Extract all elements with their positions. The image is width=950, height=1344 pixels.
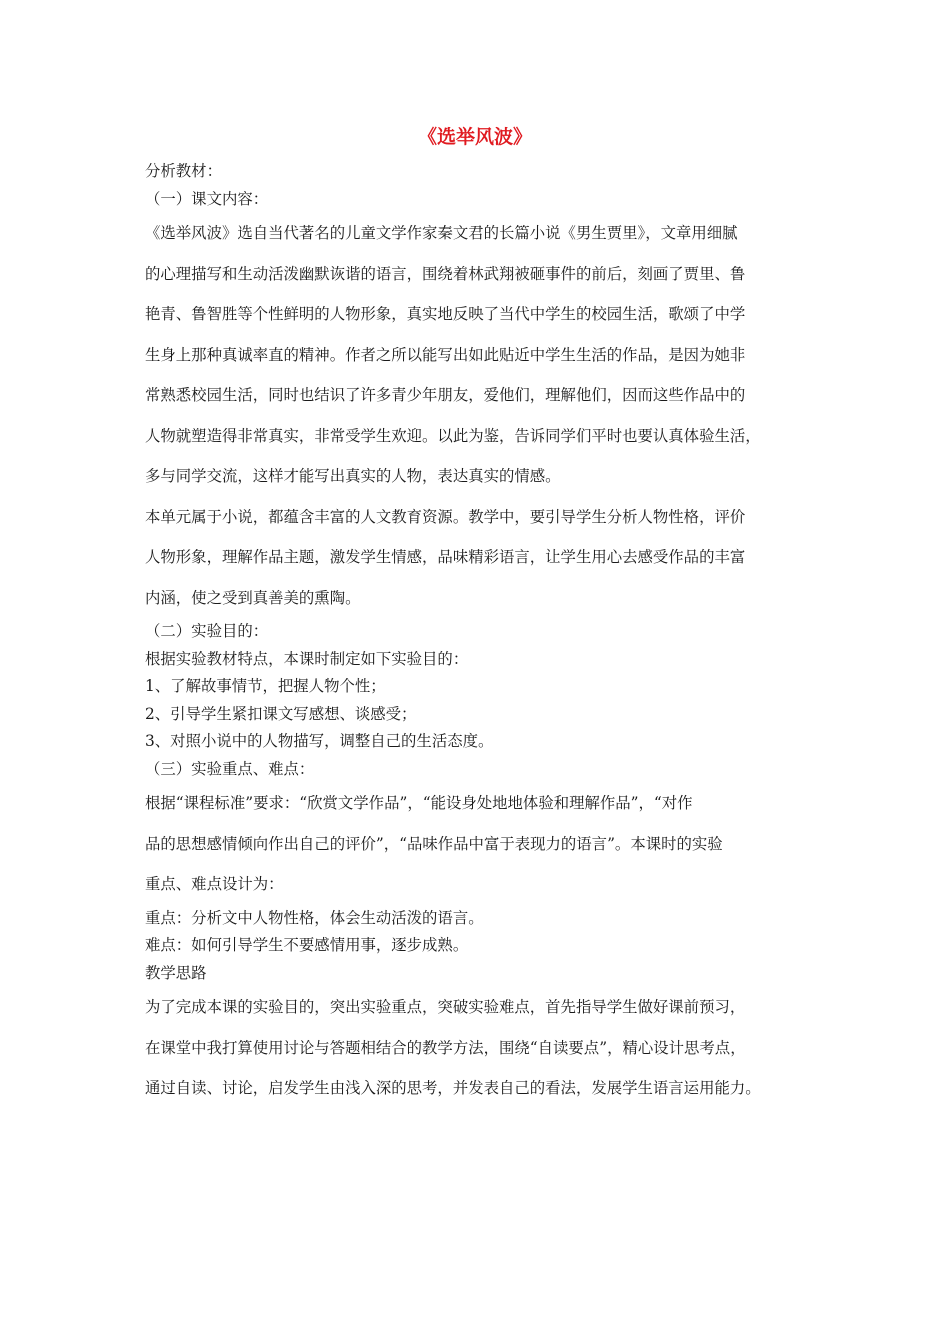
section-heading-teaching: 教学思路 bbox=[145, 963, 207, 982]
paragraph-line: 《选举风波》选自当代著名的儿童文学作家秦文君的长篇小说《男生贾里》，文章用细腻 bbox=[145, 224, 738, 242]
goal-item: 3、对照小说中的人物描写，调整自己的生活态度。 bbox=[145, 732, 494, 750]
paragraph-line: 为了完成本课的实验目的，突出实验重点，突破实验难点，首先指导学生做好课前预习， bbox=[145, 998, 746, 1016]
paragraph-line: 常熟悉校园生活，同时也结识了许多青少年朋友，爱他们，理解他们，因而这些作品中的 bbox=[145, 386, 746, 404]
paragraph-line: 多与同学交流，这样才能写出真实的人物，表达真实的情感。 bbox=[145, 467, 561, 485]
paragraph-line: 人物形象，理解作品主题，激发学生情感，品味精彩语言，让学生用心去感受作品的丰富 bbox=[145, 548, 746, 566]
document-title: 《选举风波》 bbox=[417, 126, 532, 148]
paragraph-line: 品的思想感情倾向作出自己的评价”，“品味作品中富于表现力的语言”。本课时的实验 bbox=[145, 834, 723, 853]
paragraph-line: 通过自读、讨论，启发学生由浅入深的思考，并发表自己的看法，发展学生语言运用能力。 bbox=[145, 1079, 761, 1097]
paragraph-line: 艳青、鲁智胜等个性鲜明的人物形象，真实地反映了当代中学生的校园生活，歌颂了中学 bbox=[145, 305, 746, 323]
paragraph-line: 人物就塑造得非常真实，非常受学生欢迎。以此为鉴，告诉同学们平时也要认真体验生活， bbox=[145, 426, 761, 445]
paragraph-line: 本单元属于小说，都蕴含丰富的人文教育资源。教学中，要引导学生分析人物性格，评价 bbox=[145, 507, 746, 526]
difficult-point: 难点：如何引导学生不要感情用事，逐步成熟。 bbox=[145, 936, 469, 954]
paragraph-curriculum-standard bbox=[145, 783, 807, 905]
paragraph-line: 生身上那种真诚率直的精神。作者之所以能写出如此贴近中学生生活的作品，是因为她非 bbox=[145, 345, 746, 364]
paragraph-line: 在课堂中我打算使用讨论与答题相结合的教学方法，围绕“自读要点”，精心设计思考点， bbox=[145, 1038, 746, 1057]
goal-item: 2、引导学生紧扣课文写感想、谈感受； bbox=[145, 704, 417, 723]
paragraph-line: 重点、难点设计为： bbox=[145, 875, 284, 893]
paragraph-teaching-approach bbox=[145, 987, 807, 1109]
goals-intro: 根据实验教材特点，本课时制定如下实验目的： bbox=[145, 649, 469, 668]
section-heading-content: （一）课文内容： bbox=[145, 189, 269, 208]
section-heading-key-points: （三）实验重点、难点： bbox=[145, 759, 315, 778]
paragraph-line: 内涵，使之受到真善美的熏陶。 bbox=[145, 588, 361, 607]
goal-item: 1、了解故事情节，把握人物个性； bbox=[145, 677, 386, 695]
key-point: 重点：分析文中人物性格，体会生动活泼的语言。 bbox=[145, 908, 484, 927]
paragraph-line: 根据“课程标准”要求：“欣赏文学作品”，“能设身处地地体验和理解作品”，“对作 bbox=[145, 794, 693, 812]
section-heading-goals: （二）实验目的： bbox=[145, 622, 269, 640]
paragraph-line: 的心理描写和生动活泼幽默诙谐的语言，围绕着林武翔被砸事件的前后，刻画了贾里、鲁 bbox=[145, 264, 746, 283]
paragraph-unit-description bbox=[145, 497, 807, 619]
paragraph-content-summary bbox=[145, 213, 807, 497]
analysis-heading: 分析教材： bbox=[145, 162, 222, 180]
document-body bbox=[145, 158, 807, 1109]
